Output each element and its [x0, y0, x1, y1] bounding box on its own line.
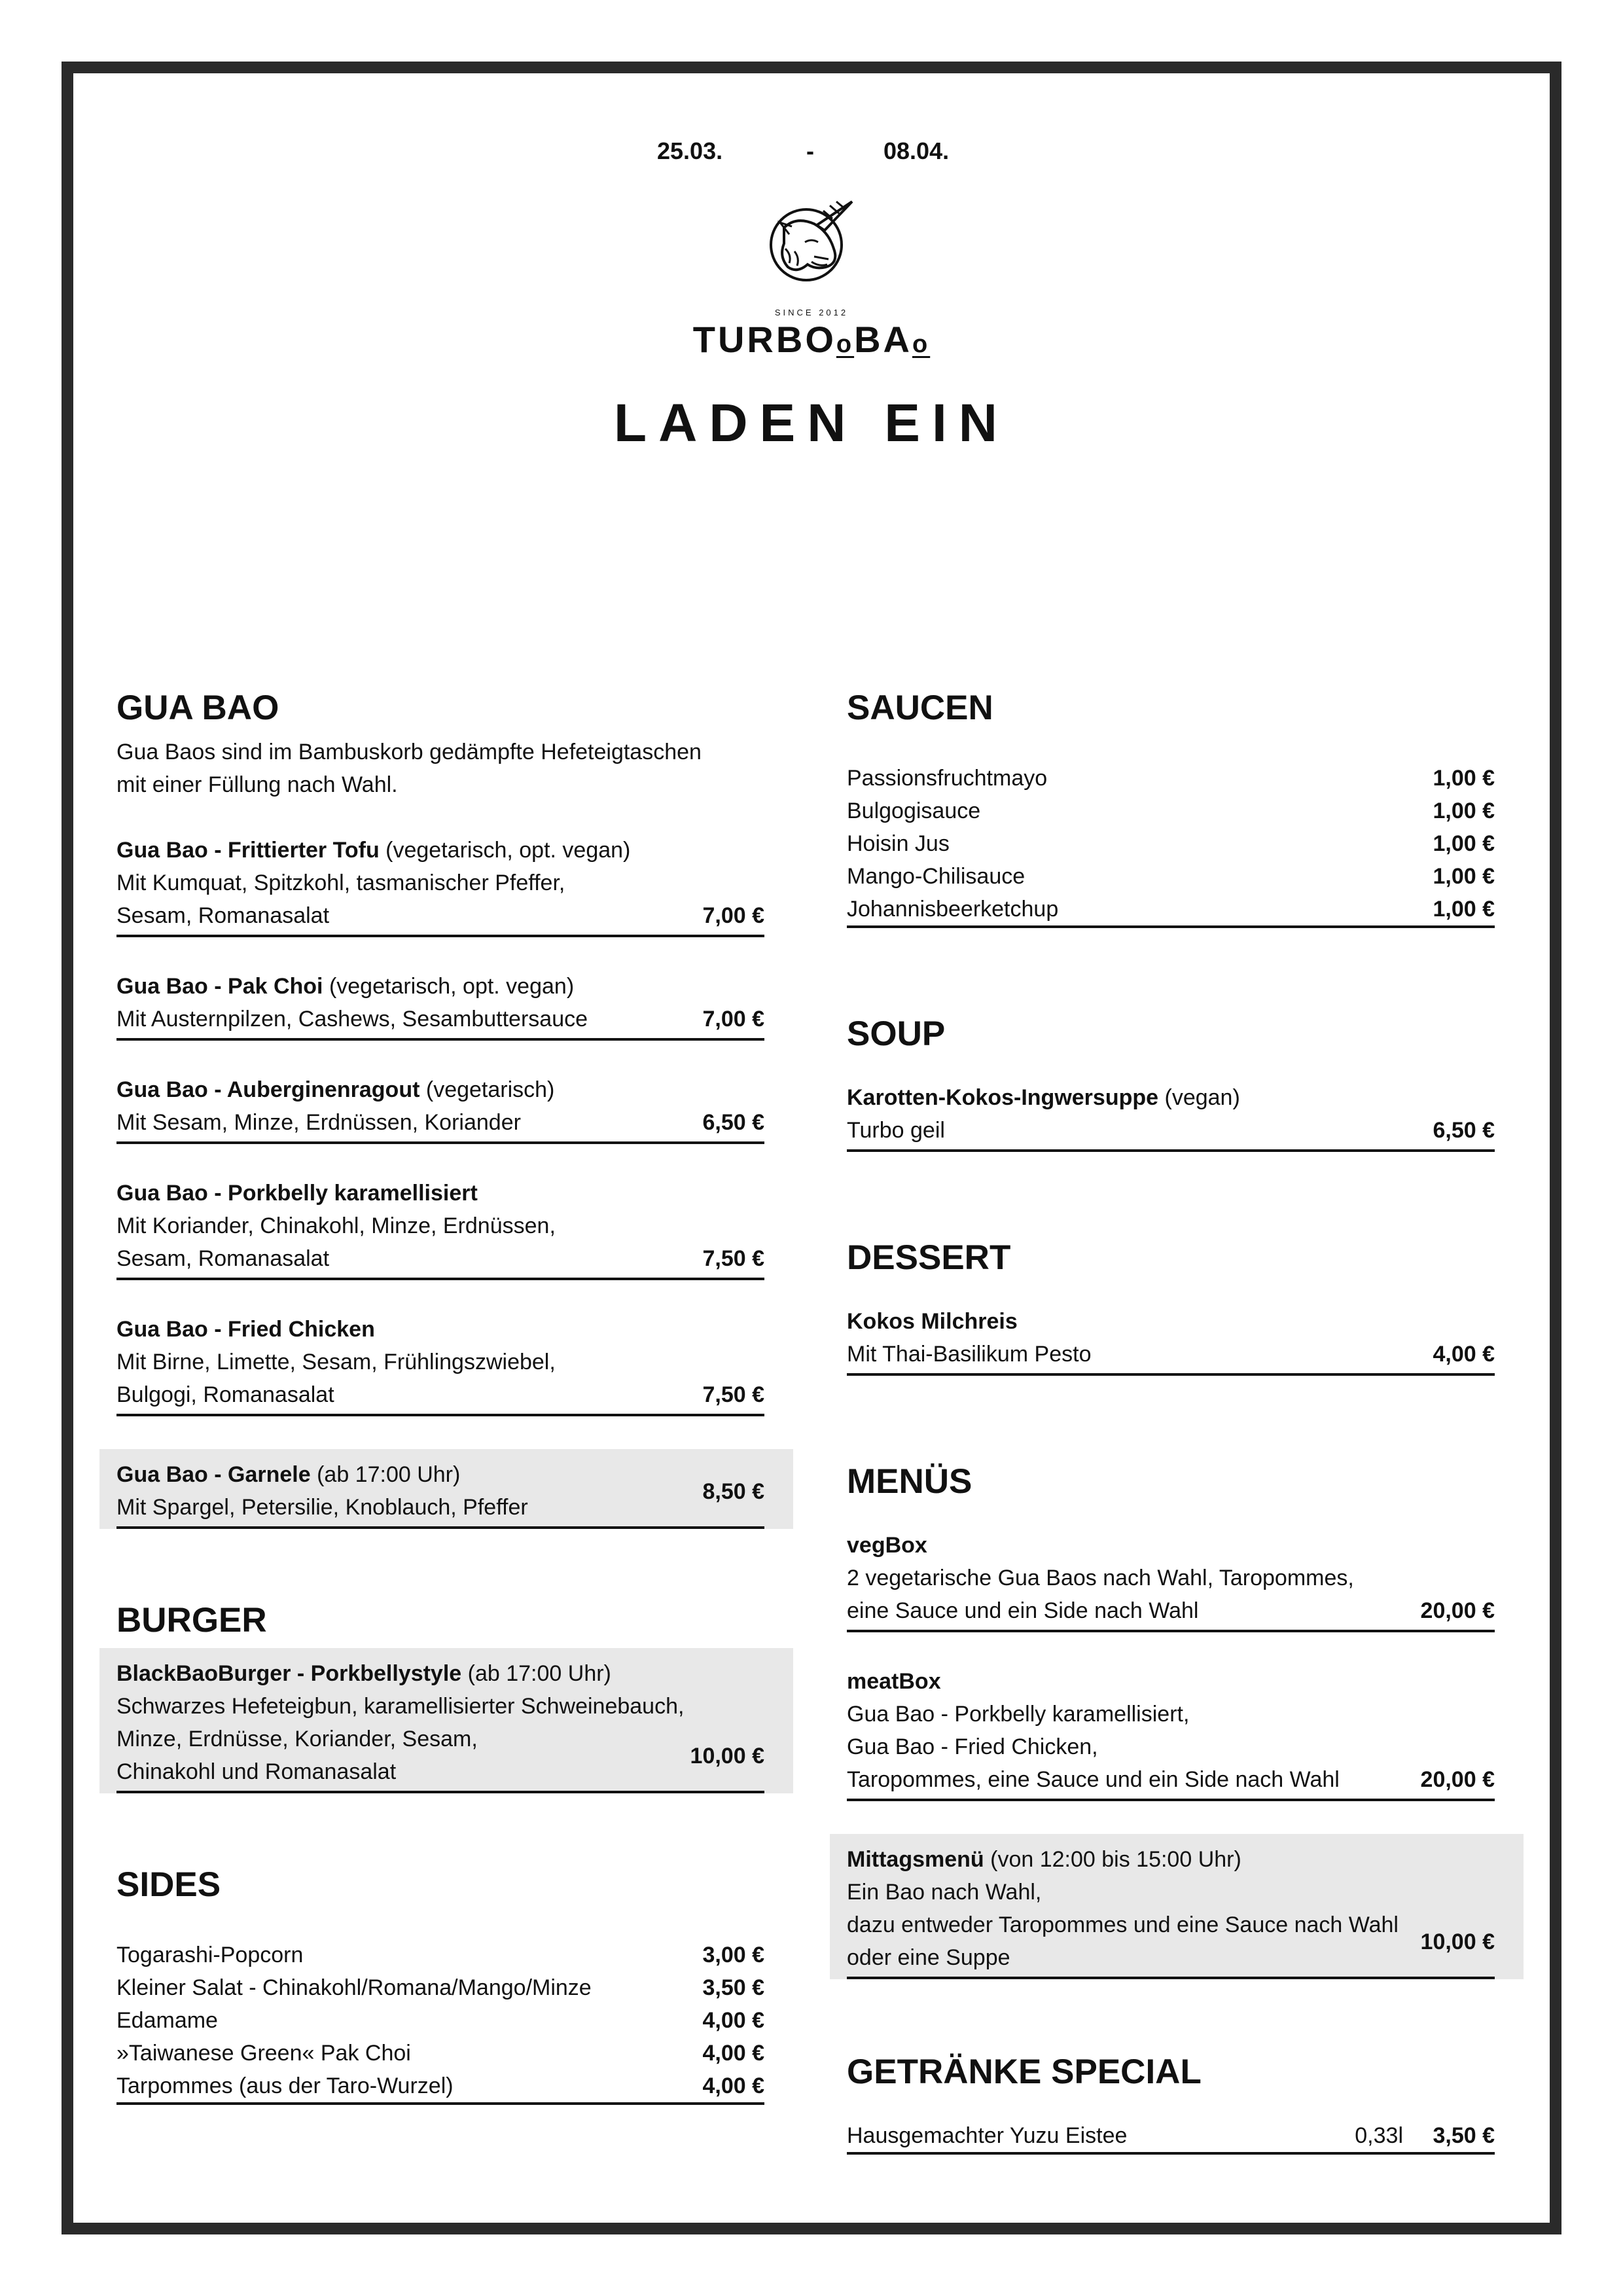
menus-heading: MENÜS: [847, 1462, 972, 1501]
right-column: [847, 687, 1495, 2187]
item-price: 4,00 €: [702, 2041, 764, 2066]
item-price: 1,00 €: [1433, 766, 1495, 791]
sides-list: [116, 1939, 764, 2105]
item-name: Edamame: [116, 2008, 218, 2033]
item-note: (von 12:00 bis 15:00 Uhr): [984, 1847, 1241, 1872]
menu-item: [847, 1529, 1495, 1632]
item-desc: Gua Bao - Fried Chicken,: [847, 1734, 1098, 1759]
item-desc: dazu entweder Taropommes und eine Sauce nach Wahl: [847, 1912, 1399, 1937]
menu-item: [116, 970, 764, 1041]
menu-item: [847, 1305, 1495, 1376]
list-item: [116, 2004, 764, 2037]
item-name: meatBox: [847, 1669, 941, 1694]
item-price: 8,50 €: [702, 1479, 764, 1504]
item-price: 1,00 €: [1433, 864, 1495, 889]
item-price: 20,00 €: [1420, 1767, 1495, 1792]
item-price: 1,00 €: [1433, 831, 1495, 856]
item-desc: Mit Koriander, Chinakohl, Minze, Erdnüssen,: [116, 1213, 556, 1238]
item-desc: Minze, Erdnüsse, Koriander, Sesam,: [116, 1727, 478, 1751]
list-item: [116, 2037, 764, 2070]
page-title: LADEN EIN: [614, 393, 1009, 453]
item-name: Mango-Chilisauce: [847, 864, 1026, 889]
list-item: [847, 860, 1495, 893]
item-price: 10,00 €: [1420, 1929, 1495, 1954]
item-desc: 2 vegetarische Gua Baos nach Wahl, Taropommes,: [847, 1566, 1354, 1590]
item-note: (ab 17:00 Uhr): [310, 1462, 461, 1487]
item-desc: eine Sauce und ein Side nach Wahl: [847, 1598, 1199, 1623]
item-note: (vegan): [1158, 1085, 1240, 1110]
list-item: [847, 762, 1495, 795]
menu-item: [116, 1177, 764, 1280]
item-price: 7,00 €: [702, 903, 764, 928]
saucen-list: [847, 762, 1495, 928]
gua-bao-intro: [116, 736, 764, 801]
item-price: 1,00 €: [1433, 897, 1495, 922]
item-name: Karotten-Kokos-Ingwersuppe: [847, 1085, 1159, 1110]
item-price: 4,00 €: [702, 2073, 764, 2098]
menu-item-highlighted: [99, 1449, 793, 1529]
item-note: (vegetarisch, opt. vegan): [323, 974, 575, 999]
item-name: Kleiner Salat - Chinakohl/Romana/Mango/Minze: [116, 1975, 592, 2000]
item-desc: Sesam, Romanasalat: [116, 1246, 330, 1271]
item-desc: Mit Kumquat, Spitzkohl, tasmanischer Pfeffer,: [116, 870, 565, 895]
date-separator: -: [806, 137, 814, 164]
soup-heading: SOUP: [847, 1014, 946, 1053]
item-note: (vegetarisch, opt. vegan): [379, 838, 631, 863]
drinks-heading: GETRÄNKE SPECIAL: [847, 2053, 1202, 2091]
item-name: Gua Bao - Fried Chicken: [116, 1317, 375, 1342]
list-item: [116, 2070, 764, 2102]
item-desc: Gua Bao - Porkbelly karamellisiert,: [847, 1702, 1190, 1727]
menu-item: [847, 1081, 1495, 1152]
item-price: 10,00 €: [690, 1744, 764, 1768]
left-column: [116, 687, 764, 2138]
item-name: vegBox: [847, 1533, 927, 1558]
brand-part-2: BA: [854, 319, 912, 360]
list-item: [847, 2119, 1495, 2152]
item-note: (ab 17:00 Uhr): [461, 1661, 611, 1686]
dessert-heading: DESSERT: [847, 1238, 1011, 1277]
intro-line: Gua Baos sind im Bambuskorb gedämpfte Hefeteigtaschen: [116, 740, 702, 764]
menu-item-highlighted: [830, 1834, 1524, 1979]
menu-item: [116, 1073, 764, 1144]
item-price: 6,50 €: [702, 1110, 764, 1135]
item-desc: Taropommes, eine Sauce und ein Side nach Wahl: [847, 1767, 1340, 1792]
item-price: 1,00 €: [1433, 798, 1495, 823]
saucen-heading: SAUCEN: [847, 689, 993, 727]
item-desc: Mit Birne, Limette, Sesam, Frühlingszwiebel,: [116, 1350, 556, 1374]
item-name: Hoisin Jus: [847, 831, 950, 856]
list-item: [116, 1971, 764, 2004]
unicorn-icon: [766, 196, 857, 288]
item-note: (vegetarisch): [419, 1077, 555, 1102]
item-price: 3,50 €: [702, 1975, 764, 2000]
menu-item: [847, 1665, 1495, 1801]
item-name: Gua Bao - Porkbelly karamellisiert: [116, 1181, 478, 1206]
item-price: 6,50 €: [1433, 1118, 1495, 1143]
item-name: Mittagsmenü: [847, 1847, 984, 1872]
item-name: Passionsfruchtmayo: [847, 766, 1048, 791]
item-name: BlackBaoBurger - Porkbellystyle: [116, 1661, 462, 1686]
intro-line: mit einer Füllung nach Wahl.: [116, 772, 398, 797]
item-desc: Turbo geil: [847, 1118, 945, 1143]
brand-name: [687, 318, 936, 361]
item-price: 7,00 €: [702, 1007, 764, 1031]
item-name: »Taiwanese Green« Pak Choi: [116, 2041, 411, 2066]
item-name: Kokos Milchreis: [847, 1309, 1018, 1334]
menu-item-highlighted: [99, 1648, 793, 1793]
item-desc: Bulgogi, Romanasalat: [116, 1382, 334, 1407]
list-item: [116, 1939, 764, 1971]
item-name: Gua Bao - Auberginenragout: [116, 1077, 420, 1102]
item-desc: Mit Thai-Basilikum Pesto: [847, 1342, 1092, 1367]
menu-item: [116, 1313, 764, 1416]
item-price: 4,00 €: [702, 2008, 764, 2033]
item-desc: Chinakohl und Romanasalat: [116, 1759, 397, 1784]
item-name: Bulgogisauce: [847, 798, 981, 823]
burger-heading: BURGER: [116, 1601, 267, 1640]
item-desc: Ein Bao nach Wahl,: [847, 1880, 1042, 1905]
item-price: 3,50 €: [1433, 2123, 1495, 2148]
item-name: Hausgemachter Yuzu Eistee: [847, 2123, 1128, 2148]
gua-bao-heading: GUA BAO: [116, 689, 279, 727]
item-desc: Mit Spargel, Petersilie, Knoblauch, Pfeffer: [116, 1495, 528, 1520]
list-item: [847, 795, 1495, 827]
date-to: 08.04.: [883, 137, 950, 164]
since-label: SINCE 2012: [774, 308, 849, 317]
item-name: Johannisbeerketchup: [847, 897, 1059, 922]
brand-part-1: TURBO: [692, 319, 836, 360]
brand-o-2: o: [912, 331, 931, 358]
item-quantity: 0,33l: [1355, 2123, 1403, 2148]
brand-o-1: o: [836, 331, 855, 358]
sides-heading: SIDES: [116, 1865, 221, 1904]
item-desc: Sesam, Romanasalat: [116, 903, 330, 928]
item-price: 7,50 €: [702, 1246, 764, 1271]
list-item: [847, 893, 1495, 925]
item-name: Gua Bao - Garnele: [116, 1462, 311, 1487]
drinks-list: [847, 2119, 1495, 2155]
item-desc: Mit Sesam, Minze, Erdnüssen, Koriander: [116, 1110, 521, 1135]
date-range: [0, 137, 1623, 170]
item-name: Tarpommes (aus der Taro-Wurzel): [116, 2073, 454, 2098]
list-item: [847, 827, 1495, 860]
date-from: 25.03.: [657, 137, 723, 164]
item-name: Gua Bao - Frittierter Tofu: [116, 838, 380, 863]
turbobao-logo: [687, 196, 936, 367]
item-price: 3,00 €: [702, 1943, 764, 1967]
item-name: Gua Bao - Pak Choi: [116, 974, 323, 999]
item-desc: Schwarzes Hefeteigbun, karamellisierter Schweinebauch,: [116, 1694, 685, 1719]
item-name: Togarashi-Popcorn: [116, 1943, 304, 1967]
menu-item: [116, 834, 764, 937]
item-desc: Mit Austernpilzen, Cashews, Sesambuttersauce: [116, 1007, 588, 1031]
item-price: 7,50 €: [702, 1382, 764, 1407]
item-price: 20,00 €: [1420, 1598, 1495, 1623]
item-price: 4,00 €: [1433, 1342, 1495, 1367]
item-desc: oder eine Suppe: [847, 1945, 1010, 1970]
